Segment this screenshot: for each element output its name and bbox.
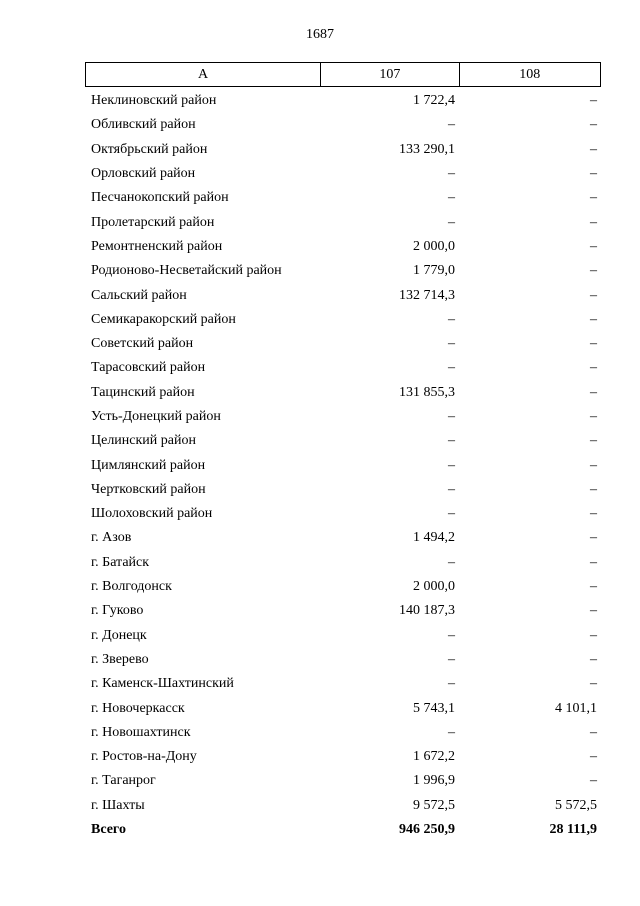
table-row <box>85 502 601 526</box>
header-col-107: 107 <box>320 63 458 86</box>
row-value-108: – <box>590 676 597 692</box>
header-col-a: А <box>197 66 209 82</box>
table-row <box>85 721 601 745</box>
row-value-107: 2 000,0 <box>413 579 455 595</box>
row-value-107: – <box>448 724 455 740</box>
table-row <box>85 696 601 720</box>
row-name: Родионово-Несветайский район <box>91 263 282 279</box>
table-body <box>85 87 601 842</box>
table-row <box>85 526 601 550</box>
table-row <box>85 283 601 307</box>
row-value-108: – <box>590 263 597 279</box>
row-value-107: 2 000,0 <box>413 238 455 254</box>
row-name: Всего <box>91 822 126 838</box>
row-value-107: – <box>448 676 455 692</box>
table-row <box>85 210 601 234</box>
table-row <box>85 624 601 648</box>
row-value-108: – <box>590 311 597 327</box>
row-value-107: 131 855,3 <box>399 384 455 400</box>
row-name: г. Новочеркасск <box>91 700 185 716</box>
row-value-108: – <box>590 530 597 546</box>
row-value-107: 1 494,2 <box>413 530 455 546</box>
row-name: Цимлянский район <box>91 457 206 473</box>
row-value-108: – <box>590 93 597 109</box>
row-name: г. Батайск <box>91 554 150 570</box>
row-value-107: – <box>448 651 455 667</box>
table-row <box>85 162 601 186</box>
page-number: 1687 <box>306 27 334 42</box>
table-row <box>85 186 601 210</box>
row-name: г. Таганрог <box>91 773 156 789</box>
row-value-108: – <box>590 554 597 570</box>
row-value-107: – <box>448 311 455 327</box>
row-value-107: 1 722,4 <box>413 93 455 109</box>
row-value-107: – <box>448 481 455 497</box>
row-name: г. Ростов-на-Дону <box>91 749 197 765</box>
row-value-107: – <box>448 360 455 376</box>
row-value-107: 9 572,5 <box>413 797 455 813</box>
data-table <box>85 62 601 842</box>
row-name: Песчанокопский район <box>91 190 229 206</box>
row-value-108: – <box>590 651 597 667</box>
table-row <box>85 381 601 405</box>
row-value-107: 140 187,3 <box>399 603 455 619</box>
row-name: Неклиновский район <box>91 93 217 109</box>
row-value-107: 946 250,9 <box>399 822 455 838</box>
row-value-108: – <box>590 481 597 497</box>
row-name: г. Гуково <box>91 603 144 619</box>
row-value-108: – <box>590 506 597 522</box>
row-value-107: – <box>448 190 455 206</box>
row-value-108: – <box>590 724 597 740</box>
row-name: г. Шахты <box>91 797 145 813</box>
row-name: г. Донецк <box>91 627 147 643</box>
row-value-108: – <box>590 603 597 619</box>
row-value-108: – <box>590 117 597 133</box>
table-row <box>85 259 601 283</box>
table-row <box>85 405 601 429</box>
row-value-107: – <box>448 166 455 182</box>
table-row <box>85 429 601 453</box>
row-name: Чертковский район <box>91 481 206 497</box>
table-row <box>85 794 601 818</box>
row-name: Пролетарский район <box>91 214 215 230</box>
row-value-107: – <box>448 627 455 643</box>
table-row <box>85 672 601 696</box>
total-row <box>85 818 601 842</box>
row-value-108: – <box>590 360 597 376</box>
row-value-107: 1 779,0 <box>413 263 455 279</box>
row-value-108: – <box>590 773 597 789</box>
table-header <box>85 62 601 87</box>
table-row <box>85 113 601 137</box>
row-name: Обливский район <box>91 117 196 133</box>
row-value-107: 132 714,3 <box>399 287 455 303</box>
row-value-107: – <box>448 336 455 352</box>
row-name: Шолоховский район <box>91 506 213 522</box>
row-value-108: – <box>590 749 597 765</box>
row-value-108: – <box>590 214 597 230</box>
row-value-107: – <box>448 433 455 449</box>
row-value-107: 133 290,1 <box>399 141 455 157</box>
row-name: Тацинский район <box>91 384 195 400</box>
row-value-107: – <box>448 506 455 522</box>
table-row <box>85 745 601 769</box>
row-name: Семикаракорский район <box>91 311 236 327</box>
row-value-107: 1 996,9 <box>413 773 455 789</box>
row-name: Ремонтненский район <box>91 238 223 254</box>
row-value-108: – <box>590 166 597 182</box>
row-value-108: – <box>590 409 597 424</box>
row-value-108: – <box>590 141 597 157</box>
table-row <box>85 308 601 332</box>
row-value-107: 5 743,1 <box>413 700 455 716</box>
row-name: г. Волгодонск <box>91 579 172 595</box>
row-value-107: – <box>448 409 455 424</box>
row-value-108: – <box>590 336 597 352</box>
row-value-108: – <box>590 190 597 206</box>
row-name: г. Новошахтинск <box>91 724 191 740</box>
row-value-108: – <box>590 457 597 473</box>
row-name: г. Зверево <box>91 651 149 667</box>
table-row <box>85 478 601 502</box>
table-row <box>85 575 601 599</box>
row-value-107: – <box>448 457 455 473</box>
row-value-108: – <box>590 384 597 400</box>
row-name: Целинский район <box>91 433 196 449</box>
table-row <box>85 599 601 623</box>
row-value-108: – <box>590 238 597 254</box>
row-name: г. Азов <box>91 530 132 546</box>
row-name: Тарасовский район <box>91 360 206 376</box>
table-row <box>85 89 601 113</box>
table-row <box>85 648 601 672</box>
table-row <box>85 235 601 259</box>
table-row <box>85 453 601 477</box>
table-row <box>85 769 601 793</box>
row-value-107: – <box>448 117 455 133</box>
row-name: Октябрьский район <box>91 141 208 157</box>
row-name: г. Каменск-Шахтинский <box>91 676 234 692</box>
header-col-108: 108 <box>459 63 600 86</box>
row-value-107: – <box>448 554 455 570</box>
row-name: Советский район <box>91 336 194 352</box>
row-value-108: – <box>590 579 597 595</box>
table-row <box>85 138 601 162</box>
row-value-108: 28 111,9 <box>549 822 597 838</box>
row-value-107: – <box>448 214 455 230</box>
row-name: Усть-Донецкий район <box>91 409 221 424</box>
row-value-108: – <box>590 433 597 449</box>
row-value-108: – <box>590 627 597 643</box>
table-row <box>85 332 601 356</box>
row-value-108: 4 101,1 <box>555 700 597 716</box>
row-value-107: 1 672,2 <box>413 749 455 765</box>
row-value-108: – <box>590 287 597 303</box>
row-name: Орловский район <box>91 166 196 182</box>
table-row <box>85 356 601 380</box>
table-row <box>85 551 601 575</box>
row-name: Сальский район <box>91 287 187 303</box>
row-value-108: 5 572,5 <box>555 797 597 813</box>
